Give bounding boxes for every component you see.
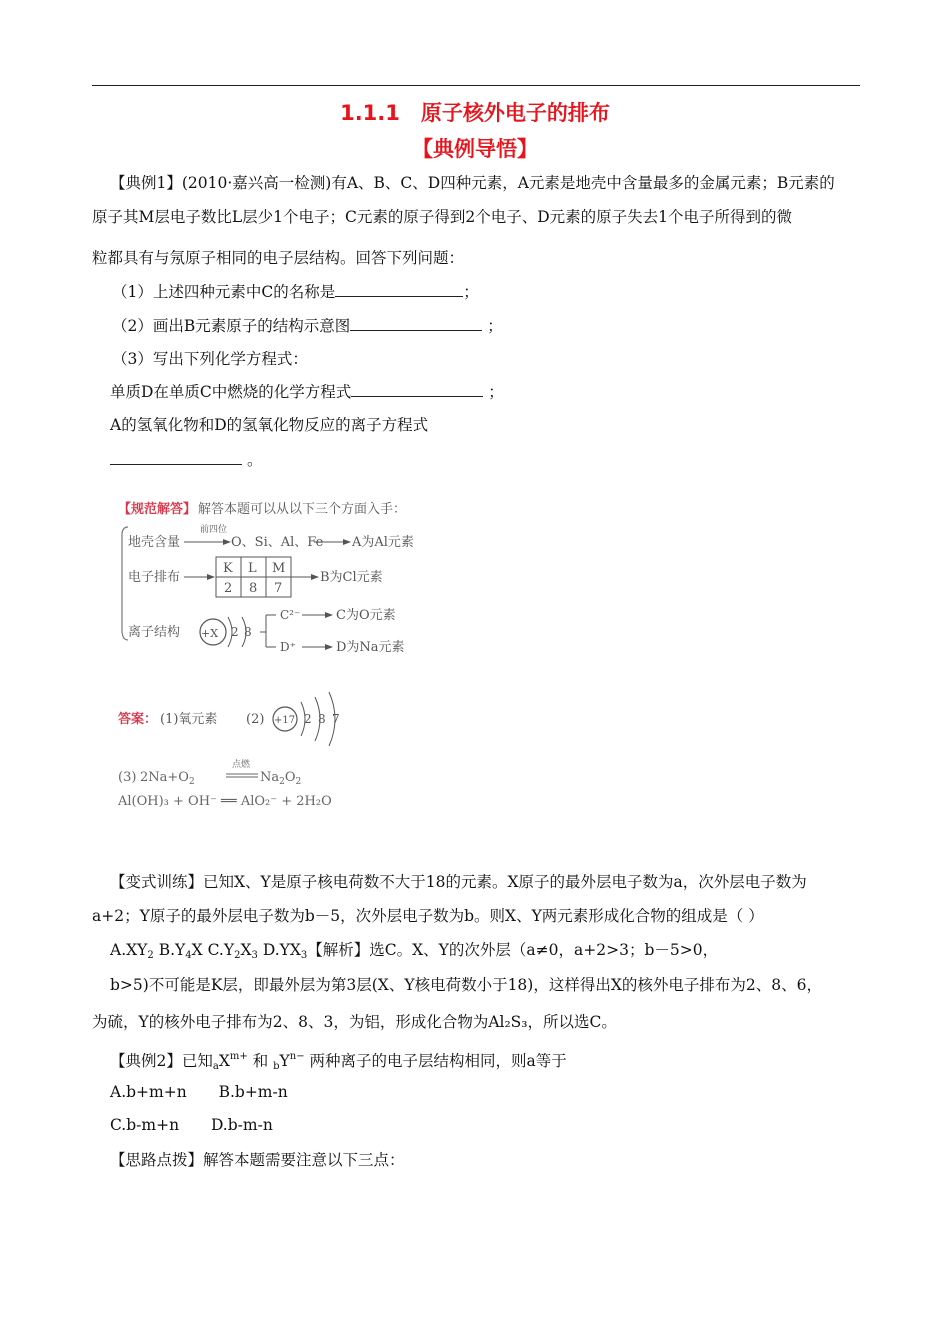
q2-end: ；: [487, 317, 503, 335]
ex2-options-row-2: [110, 1115, 273, 1135]
variant-line-1: 【变式训练】已知X、Y是原子核电荷数不大于18的元素。X原子的最外层电子数为a，次外层电子数为: [110, 873, 807, 891]
ion-shell-1: 2: [231, 625, 239, 639]
ex2-option-d: D.b-m-n: [210, 1116, 273, 1134]
row1-result: A为Al元素: [352, 535, 414, 550]
cl-shell-1: 2: [304, 712, 312, 726]
fig-intro: 解答本题可以从以下三个方面入手：: [198, 502, 407, 517]
answer-label: 答案：: [118, 712, 158, 727]
variant-option-d: $D.YX_3$: [262, 941, 308, 961]
q1-text: （1）上述四种元素中C的名称是: [112, 283, 336, 301]
ex2-stem: 【典例2】已知$_aX^{m+}$ 和 $_bY^{n-}$ 两种离子的电子层结构相同，则a等于: [110, 1051, 567, 1072]
solution-figure: [118, 495, 498, 815]
ion-c-result: C为O元素: [336, 608, 396, 623]
ion-d-result: D为Na元素: [336, 640, 405, 655]
q1-end: ；: [463, 283, 479, 301]
ion-branch: [260, 615, 276, 647]
q2-text: （2）画出B元素原子的结构示意图: [112, 317, 351, 335]
row1-elements: O、Si、Al、Fe: [231, 535, 324, 550]
answer-blank: [351, 382, 483, 397]
variant-options: [110, 940, 718, 966]
ion-c: C²⁻: [280, 608, 301, 622]
answer-2: (2): [246, 712, 265, 727]
shell-l: L: [248, 561, 257, 576]
top-rule: [92, 85, 860, 86]
fig-heading: 【规范解答】: [118, 502, 197, 517]
ex2-option-b: B.b+m-n: [218, 1083, 288, 1101]
ex2-and: 和: [247, 1052, 274, 1070]
ex1-question-2: [112, 316, 503, 336]
ex2-lead: 【典例2】已知: [110, 1052, 213, 1070]
cl-shell-2: 8: [318, 712, 326, 726]
count-m: 7: [274, 581, 283, 596]
q3a-text: 单质D在单质C中燃烧的化学方程式: [110, 383, 352, 401]
answer-blank: [110, 450, 242, 465]
variant-option-b: $B.Y_4X$: [158, 941, 203, 961]
answer-blank: [335, 282, 463, 297]
page-title: 1.1.1 原子核外电子的排布: [340, 101, 610, 125]
answer-3-equation: $2Na+O_2$: [140, 770, 195, 787]
ex1-question-1: [112, 282, 479, 302]
ion-nucleus-label: +X: [201, 627, 219, 640]
variant-line-4: b>5)不可能是K层，即最外层为第3层(X、Y核电荷数小于18)，这样得出X的核外电子排布为2、8、6，: [110, 976, 822, 994]
ex2-option-c: C.b-m+n: [110, 1116, 180, 1134]
ion-d: D⁺: [280, 640, 296, 654]
variant-line-2: a+2；Y原子的最外层电子数为b－5，次外层电子数为b。则X、Y两元素形成化合物的组成是（ ）: [92, 907, 764, 925]
section-title: 【典例导悟】: [412, 137, 538, 161]
cl-nucleus-label: +17: [274, 715, 296, 726]
count-k: 2: [224, 581, 233, 596]
answer-3-condition: 点燃: [232, 760, 251, 770]
answer-blank: [350, 316, 482, 331]
q3a-end: ；: [488, 383, 504, 401]
row2-label: 电子排布: [128, 570, 181, 585]
ex1-question-3b: A的氢氧化物和D的氢氧化物反应的离子方程式: [110, 416, 429, 434]
ex2-options-row-1: [110, 1082, 288, 1102]
cl-shell-3: 7: [332, 712, 340, 726]
variant-line-5: 为硫，Y的核外电子排布为2、8、3，为铝，形成化合物为Al₂S₃，所以选C。: [92, 1013, 617, 1031]
ex1-line-2: 原子其M层电子数比L层少1个电子；C元素的原子得到2个电子、D元素的原子失去1个电子所得到的微: [92, 208, 793, 226]
ion-shell-2: 8: [244, 625, 252, 639]
q3b-end: 。: [246, 451, 263, 469]
variant-option-a: $A.XY_2$: [110, 941, 154, 961]
answer-4: Al(OH)₃ + OH⁻ ══ AlO₂⁻ + 2H₂O: [118, 794, 332, 809]
row1-arrow-label: 前四位: [200, 525, 228, 535]
answer-3-prefix: (3): [118, 770, 137, 785]
ex2-option-a: A.b+m+n: [110, 1083, 187, 1101]
count-l: 8: [249, 581, 258, 596]
ex1-line-3: 粒都具有与氖原子相同的电子层结构。回答下列问题：: [92, 249, 465, 267]
shell-k: K: [223, 561, 233, 576]
variant-analysis-start: 【解析】选C。X、Y的次外层（a≠0，a+2>3；b－5>0，: [307, 941, 719, 959]
answer-3-product: $Na_2O_2$: [260, 770, 302, 787]
answer-1: (1)氧元素: [160, 712, 218, 727]
ex1-question-3a: [110, 382, 504, 402]
ex1-question-3: （3）写出下列化学方程式：: [112, 350, 308, 368]
variant-option-c: $C.Y_2X_3$: [207, 941, 258, 961]
row1-label: 地壳含量: [128, 535, 181, 550]
tip-line: 【思路点拨】解答本题需要注意以下三点：: [110, 1151, 405, 1169]
ex1-line-1: 【典例1】(2010·嘉兴高一检测)有A、B、C、D四种元素，A元素是地壳中含量最多的金属元素；B元素的: [110, 174, 835, 192]
shell-m: M: [272, 561, 286, 576]
row2-result: B为Cl元素: [320, 570, 383, 585]
ex1-question-3b-blank: [110, 450, 262, 470]
row3-label: 离子结构: [128, 625, 181, 640]
ex2-tail: 两种离子的电子层结构相同，则a等于: [304, 1052, 567, 1070]
